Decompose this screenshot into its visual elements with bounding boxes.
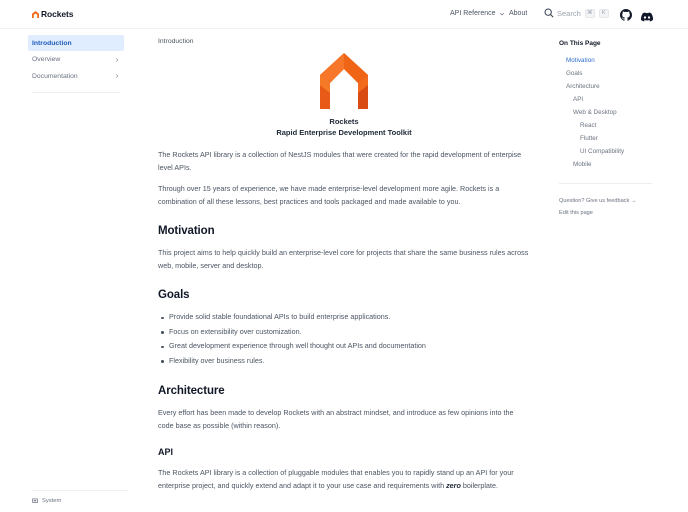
search-button[interactable] [544, 8, 609, 18]
motivation-heading: Motivation [158, 225, 215, 237]
toc-item-motivation[interactable]: Motivation [566, 57, 595, 64]
table-of-contents [559, 40, 659, 219]
emphasis-zero: zero [446, 480, 461, 490]
brand-name: Rockets [41, 9, 74, 19]
toc-title: On This Page [559, 40, 601, 47]
sidebar-item-overview[interactable] [28, 52, 124, 68]
toc-item-ui-compatibility[interactable]: UI Compatibility [580, 148, 625, 155]
toc-item-flutter[interactable]: Flutter [580, 135, 598, 142]
toc-item-api[interactable]: API [573, 96, 584, 103]
list-item: Focus on extensibility over customization. [158, 325, 530, 340]
motivation-paragraph: This project aims to help quickly build an enterprise-level core for projects that share the same business rules across web, mobile, server and desktop. [158, 248, 529, 270]
brand-logo-link[interactable] [32, 9, 73, 19]
list-item: Great development experience through well thought out APIs and documentation [158, 339, 530, 354]
search-placeholder: Search [557, 8, 581, 18]
chevron-down-icon [499, 11, 505, 17]
sidebar-item-label: Documentation [32, 72, 78, 80]
discord-link[interactable] [641, 9, 653, 27]
sidebar-item-label: Overview [32, 56, 61, 63]
discord-icon [641, 12, 653, 22]
intro-paragraph-2: Through over 15 years of experience, we have made enterprise-level development more agile. Rockets is a combination of all these lessons, best practices and tools packaged and made available to you. [158, 184, 500, 206]
sidebar-item-documentation[interactable] [28, 68, 124, 84]
toc-item-architecture[interactable]: Architecture [566, 83, 600, 90]
sidebar-footer-divider [32, 490, 128, 491]
feedback-link[interactable]: Question? Give us feedback → [559, 198, 637, 204]
goals-heading: Goals [158, 289, 190, 301]
rockets-logo-icon [32, 11, 39, 18]
architecture-paragraph: Every effort has been made to develop Rockets with an abstract mindset, and introduce as few opinions into the code base as possible (within reason). [158, 408, 514, 430]
edit-page-link[interactable]: Edit this page [559, 210, 593, 216]
github-link[interactable] [620, 8, 632, 26]
rockets-hero-logo-icon [320, 53, 368, 109]
goals-list [158, 310, 530, 368]
top-navbar [0, 0, 688, 29]
chevron-right-icon [114, 57, 120, 63]
api-heading: API [158, 447, 174, 457]
architecture-heading: Architecture [158, 385, 225, 397]
toc-item-web-desktop[interactable]: Web & Desktop [573, 109, 617, 116]
search-icon [544, 8, 554, 18]
nav-api-reference[interactable] [450, 10, 505, 17]
api-paragraph [158, 467, 530, 492]
list-item: Provide solid stable foundational APIs to build enterprise applications. [158, 310, 530, 325]
toc-item-react[interactable]: React [580, 122, 597, 129]
sidebar-divider [32, 92, 120, 93]
intro-paragraph-1: The Rockets API library is a collection of NestJS modules that were created for the rapid development of enterpise level APIs. [158, 150, 522, 172]
sidebar-item-label: Introduction [32, 39, 72, 47]
hero [158, 53, 530, 138]
theme-label: System [42, 498, 62, 504]
breadcrumb: Introduction [158, 38, 194, 45]
hero-subtitle: Rapid Enterprise Development Toolkit [276, 128, 412, 137]
chevron-right-icon [114, 73, 120, 79]
theme-switch-button[interactable] [32, 498, 61, 504]
kbd-k: K [599, 9, 609, 18]
kbd-cmd: ⌘ [585, 9, 595, 18]
monitor-icon [32, 498, 38, 504]
hero-title: Rockets [329, 117, 359, 126]
toc-item-goals[interactable]: Goals [566, 70, 583, 77]
nav-about[interactable]: About [509, 10, 528, 17]
sidebar-item-introduction[interactable] [28, 35, 124, 51]
api-paragraph-text: The Rockets API library is a collection of pluggable modules that enables you to rapidly stand up an API for your enterprise project, and quickly extend and adapt it to your use case and requirements with [158, 468, 514, 490]
github-icon [620, 9, 632, 21]
list-item: Flexibility over business rules. [158, 354, 530, 369]
toc-item-mobile[interactable]: Mobile [573, 161, 592, 168]
left-sidebar [28, 35, 124, 93]
api-paragraph-tail: boilerplate. [460, 480, 499, 490]
toc-divider [559, 183, 652, 184]
nav-api-reference-label: API Reference [450, 10, 496, 17]
main-content [158, 38, 530, 492]
